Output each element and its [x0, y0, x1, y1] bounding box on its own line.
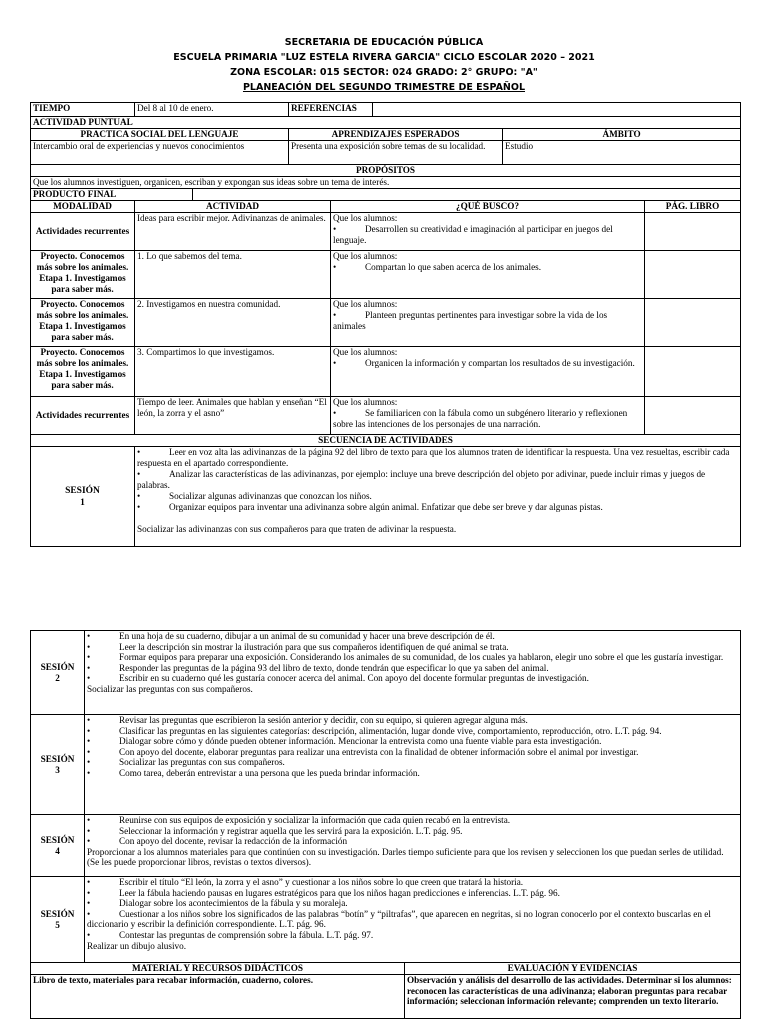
- table-row: [31, 251, 741, 299]
- busco-item-text: Compartan lo que saben acerca de los animales.: [365, 262, 542, 272]
- aprendizajes-value: Presenta una exposición sobre temas de su localidad.: [289, 141, 503, 165]
- session-row: [31, 715, 741, 815]
- row-pag-libro: [645, 347, 741, 397]
- session-line: • Revisar las preguntas que escribieron la sesión anterior y decidir, con su equipo, si quieren agregar alguna más.: [87, 715, 528, 725]
- header-line-1: SECRETARIA DE EDUCACIÓN PÚBLICA: [284, 37, 484, 48]
- busco-item: • Desarrollen su creatividad e imaginación al participar en juegos del lenguaje.: [333, 224, 613, 245]
- row-modalidad: Proyecto. Conocemos más sobre los animales. Etapa 1. Investigamos para saber más.: [31, 347, 135, 397]
- propositos-label: PROPÓSITOS: [31, 165, 741, 177]
- session-label: SESIÓN 1: [31, 447, 135, 547]
- row-que-busco: [331, 251, 645, 299]
- session-line: • Leer en voz alta las adivinanzas de la página 92 del libro de texto para que los alumnos traten de identificar la respuesta. Una vez resueltas, escribir cada respuesta en el apartado correspondiente.: [137, 447, 730, 468]
- session-line: • Organizar equipos para inventar una adivinanza sobre algún animal. Enfatizar que debe ser breve y dar algunas pistas.: [137, 502, 603, 512]
- row-que-busco: [331, 213, 645, 251]
- session-line: • Socializar las preguntas con sus compañeros.: [87, 757, 285, 768]
- evaluacion-value: Observación y análisis del desarrollo de las actividades. Determinar si los alumnos: reconocen las características de una adivinanza; elaboran preguntas para recabar información; seleccionan información relevante; comprenden un texto literario.: [405, 975, 741, 1019]
- row-pag-libro: [645, 213, 741, 251]
- practica-label: PRACTICA SOCIAL DEL LENGUAJE: [31, 129, 289, 141]
- busco-item: • Planteen preguntas pertinentes para investigar sobre la vida de los animales: [333, 310, 608, 331]
- busco-item-text: Planteen preguntas pertinentes para investigar sobre la vida de los animales: [333, 310, 608, 331]
- busco-item: • Compartan lo que saben acerca de los animales.: [333, 262, 542, 272]
- header-line-3: ZONA ESCOLAR: 015 SECTOR: 024 GRADO: 2° GRUPO: "A": [230, 67, 538, 78]
- session-line: • Dialogar sobre cómo y dónde pueden obtener información. Mencionar la entrevista como una fuente viable para esta investigación.: [87, 736, 602, 747]
- row-actividad: 1. Lo que sabemos del tema.: [135, 251, 331, 299]
- session-line: Realizar un dibujo alusivo.: [87, 940, 186, 951]
- producto-label: PRODUCTO FINAL: [31, 189, 193, 201]
- session-content: [85, 815, 741, 877]
- ambito-value: Estudio: [503, 141, 741, 165]
- row-actividad: 2. Investigamos en nuestra comunidad.: [135, 299, 331, 347]
- header-title: PLANEACIÓN DEL SEGUNDO TRIMESTRE DE ESPAÑOL: [242, 82, 526, 93]
- row-pag-libro: [645, 251, 741, 299]
- session-label: SESIÓN 5: [31, 877, 85, 963]
- busco-intro: Que los alumnos:: [333, 299, 398, 309]
- row-pag-libro: [645, 397, 741, 435]
- planning-table-top: [30, 102, 741, 547]
- tiempo-label: TIEMPO: [31, 103, 135, 117]
- row-modalidad: Actividades recurrentes: [31, 397, 135, 435]
- row-actividad: 3. Compartimos lo que investigamos.: [135, 347, 331, 397]
- session-line: • Leer la fábula haciendo pausas en lugares estratégicos para que los niños hagan predicciones e inferencias. L.T. pág. 96.: [87, 887, 560, 898]
- session-line: • Socializar algunas adivinanzas que conozcan los niños.: [137, 491, 372, 501]
- material-label: MATERIAL Y RECURSOS DIDÁCTICOS: [31, 963, 405, 975]
- row-modalidad: Proyecto. Conocemos más sobre los animales. Etapa 1. Investigamos para saber más.: [31, 299, 135, 347]
- row-pag-libro: [645, 299, 741, 347]
- col-modalidad: MODALIDAD: [31, 201, 135, 213]
- session-line: • Clasificar las preguntas en las siguientes categorías: descripción, alimentación, lugar donde vive, comportamiento, reproducción, otro. L.T. pág. 94.: [87, 725, 662, 736]
- row-modalidad: Proyecto. Conocemos más sobre los animales. Etapa 1. Investigamos para saber más.: [31, 251, 135, 299]
- session-row: [31, 447, 741, 547]
- row-que-busco: [331, 347, 645, 397]
- ambito-label: ÁMBITO: [503, 129, 741, 141]
- session-line: • Escribir en su cuaderno qué les gustaría conocer acerca del animal. Con apoyo del docente formular preguntas de investigación.: [87, 673, 589, 684]
- session-line: Socializar las adivinanzas con sus compañeros para que traten de adivinar la respuesta.: [137, 524, 457, 534]
- session-line: • Cuestionar a los niños sobre los significados de las palabras “botín” y “piltrafas”, que aparecen en negritas, si no logran conocerlo por el contexto buscarlas en el diccionario y escribir la definición correspondiente. L.T. pág. 96.: [87, 908, 711, 930]
- table-row: [31, 347, 741, 397]
- actividad-puntual-label: ACTIVIDAD PUNTUAL: [31, 117, 741, 129]
- session-line: • Formar equipos para preparar una exposición. Considerando los animales de su comunidad, de los cuales ya hablaron, elegir uno sobre el que les gustaría investigar.: [87, 652, 724, 663]
- col-actividad: ACTIVIDAD: [135, 201, 331, 213]
- session-line: • Analizar las características de las adivinanzas, por ejemplo: incluye una breve descripción del objeto por adivinar, puede incluir rimas y juegos de palabras.: [137, 469, 706, 490]
- evaluacion-label: EVALUACIÓN Y EVIDENCIAS: [405, 963, 741, 975]
- busco-item-text: Organicen la información y compartan los resultados de su investigación.: [365, 358, 635, 368]
- session-row: [31, 631, 741, 715]
- session-row: [31, 815, 741, 877]
- session-line: • Seleccionar la información y registrar aquella que les servirá para la exposición. L.T. pág. 95.: [87, 825, 463, 836]
- table-row: [31, 299, 741, 347]
- row-que-busco: [331, 397, 645, 435]
- session-line: • Responder las preguntas de la página 93 del libro de texto, donde tendrán que especificar lo que ya saben del animal.: [87, 662, 549, 673]
- row-modalidad: Actividades recurrentes: [31, 213, 135, 251]
- col-que-busco: ¿QUÉ BUSCO?: [331, 201, 645, 213]
- table-row: [31, 397, 741, 435]
- session-content: [85, 631, 741, 715]
- session-row: [31, 877, 741, 963]
- col-pag-libro: PÁG. LIBRO: [645, 201, 741, 213]
- session-content: [85, 715, 741, 815]
- session-line: • Con apoyo del docente, revisar la redacción de la información: [87, 836, 348, 847]
- busco-intro: Que los alumnos:: [333, 251, 398, 261]
- session-line: • Leer la descripción sin mostrar la ilustración para que sus compañeros identifiquen de qué animal se trata.: [87, 641, 509, 652]
- session-line: • Reunirse con sus equipos de exposición y socializar la información que cada quien recabó en la entrevista.: [87, 815, 511, 825]
- busco-intro: Que los alumnos:: [333, 347, 398, 357]
- row-actividad: Tiempo de leer. Animales que hablan y enseñan “El león, la zorra y el asno”: [135, 397, 331, 435]
- propositos-value: Que los alumnos investiguen, organicen, escriban y expongan sus ideas sobre un tema de interés.: [31, 177, 741, 189]
- session-line: • En una hoja de su cuaderno, dibujar a un animal de su comunidad y hacer una breve descripción de él.: [87, 631, 495, 641]
- aprendizajes-label: APRENDIZAJES ESPERADOS: [289, 129, 503, 141]
- session-line: Proporcionar a los alumnos materiales para que continúen con su investigación. Darles tiempo suficiente para que los revisen y seleccionen los que puedan serles de utilidad. (Se les puede proporcionar libros, revistas o textos diversos).: [87, 846, 724, 868]
- busco-intro: Que los alumnos:: [333, 397, 398, 407]
- session-content: [135, 447, 741, 547]
- material-value: Libro de texto, materiales para recabar información, cuaderno, colores.: [31, 975, 405, 1019]
- session-label: SESIÓN 4: [31, 815, 85, 877]
- busco-item-text: Desarrollen su creatividad e imaginación al participar en juegos del lenguaje.: [333, 224, 613, 245]
- session-content: [85, 877, 741, 963]
- table-row: [31, 213, 741, 251]
- referencias-label: REFERENCIAS: [289, 103, 373, 117]
- header-line-2: ESCUELA PRIMARIA "LUZ ESTELA RIVERA GARCIA" CICLO ESCOLAR 2020 – 2021: [173, 52, 595, 63]
- session-line: • Contestar las preguntas de comprensión sobre la fábula. L.T. pág. 97.: [87, 929, 374, 940]
- referencias-value: [373, 103, 741, 117]
- tiempo-value: Del 8 al 10 de enero.: [135, 103, 289, 117]
- busco-item: • Organicen la información y compartan los resultados de su investigación.: [333, 358, 635, 368]
- session-line: Socializar las preguntas con sus compañeros.: [87, 683, 253, 694]
- busco-intro: Que los alumnos:: [333, 213, 398, 223]
- session-line: • Como tarea, deberán entrevistar a una persona que les pueda brindar información.: [87, 767, 420, 778]
- busco-item: • Se familiaricen con la fábula como un subgénero literario y reflexionen sobre las intenciones de los personajes de una narración.: [333, 408, 628, 429]
- planning-table-bottom: [30, 630, 741, 1019]
- secuencia-label: SECUENCIA DE ACTIVIDADES: [31, 435, 741, 447]
- session-label: SESIÓN 3: [31, 715, 85, 815]
- busco-item-text: Se familiaricen con la fábula como un subgénero literario y reflexionen sobre las intenciones de los personajes de una narración.: [333, 408, 628, 429]
- session-line: • Dialogar sobre los acontecimientos de la fábula y su moraleja.: [87, 898, 348, 909]
- producto-value: [193, 189, 741, 201]
- session-label: SESIÓN 2: [31, 631, 85, 715]
- row-que-busco: [331, 299, 645, 347]
- session-line-blank: [137, 513, 738, 524]
- session-line: • Con apoyo del docente, elaborar preguntas para realizar una entrevista con la finalidad de obtener información sobre el animal por investigar.: [87, 746, 639, 757]
- header-line-4: [0, 82, 768, 93]
- practica-value: Intercambio oral de experiencias y nuevos conocimientos: [31, 141, 289, 165]
- row-actividad: Ideas para escribir mejor. Adivinanzas de animales.: [135, 213, 331, 251]
- session-line: • Escribir el título “El león, la zorra y el asno” y cuestionar a los niños sobre lo que creen que tratará la historia.: [87, 877, 524, 887]
